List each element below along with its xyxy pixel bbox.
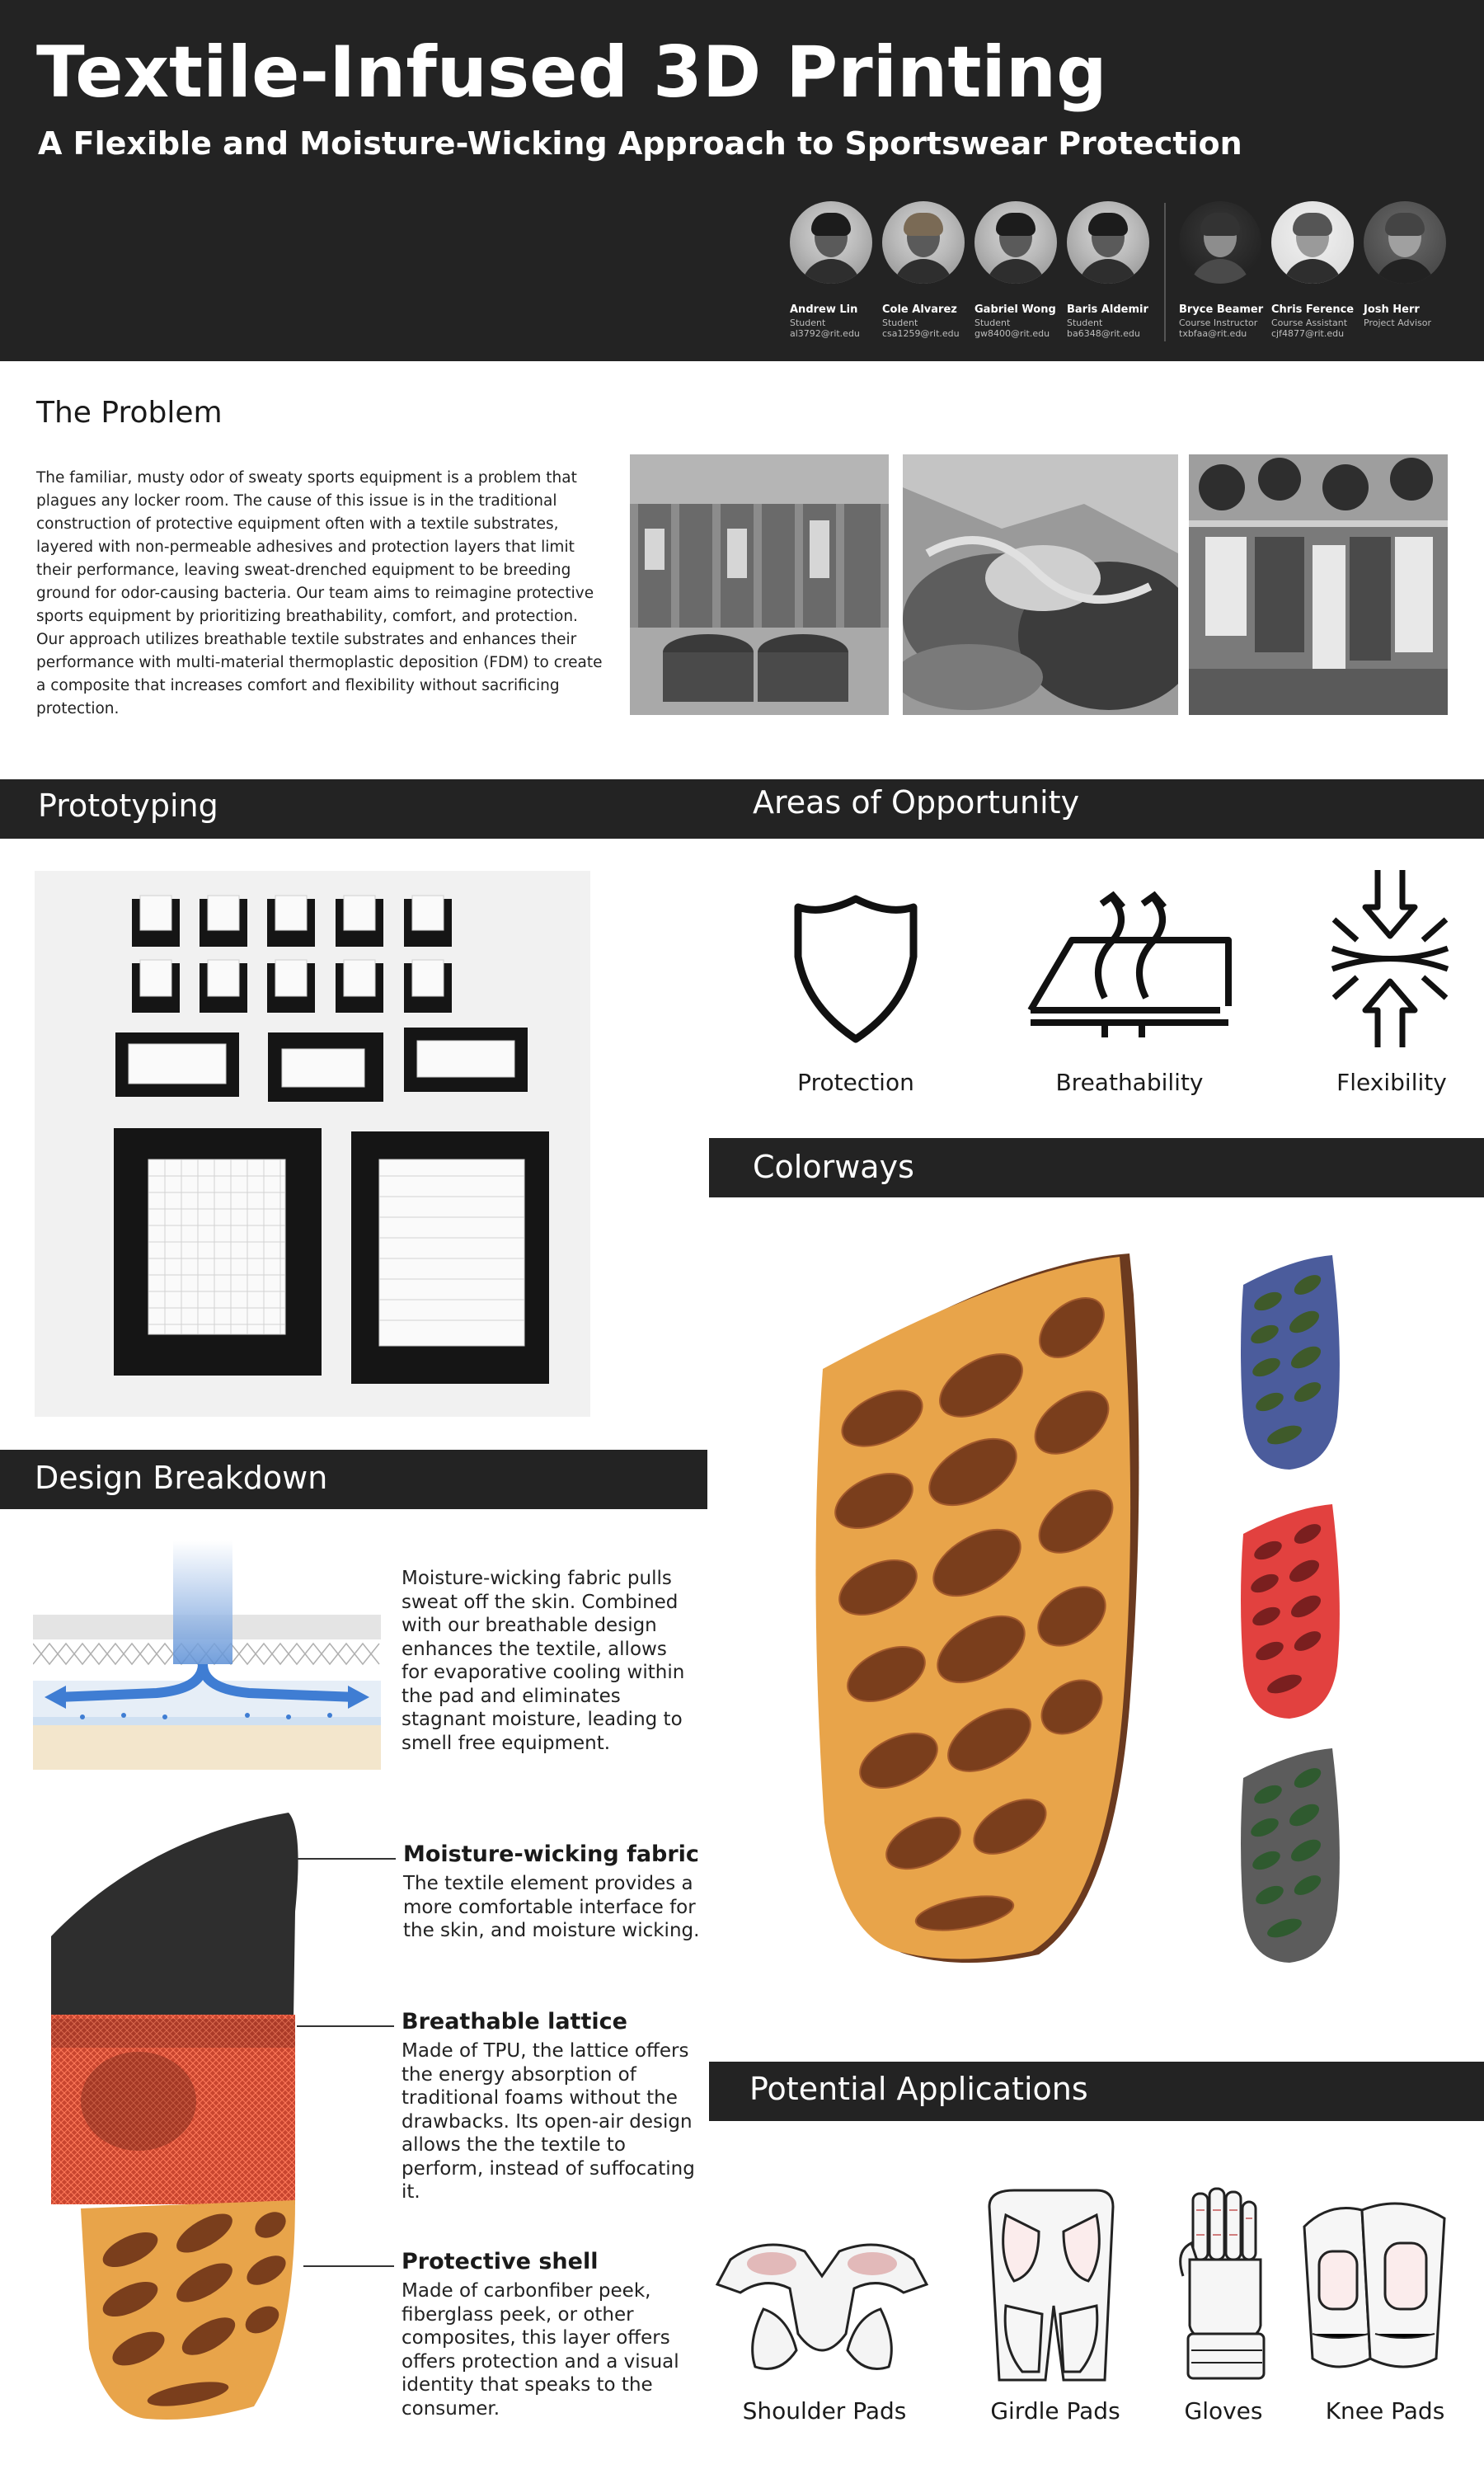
shin-guard-exploded-view: [48, 1813, 303, 2423]
avatar: [882, 201, 965, 284]
person-name: Josh Herr: [1364, 303, 1420, 316]
person-role: Course Assistant: [1271, 317, 1348, 328]
person-role: Course Instructor: [1179, 317, 1258, 328]
person-card: [790, 201, 881, 339]
breathability-icon: [1022, 891, 1237, 1047]
avatar: [1179, 201, 1261, 284]
locker-clothes-photo: [1189, 454, 1448, 715]
application-label: Girdle Pads: [990, 2397, 1120, 2425]
people-divider: [1164, 203, 1166, 341]
callout-title: Breathable lattice: [402, 2009, 627, 2034]
problem-paragraph: The familiar, musty odor of sweaty sports equipment is a problem that plagues any locker room. The cause of this issue is in the traditional construction of protective equipment often with a textile substrates, layered with non-permeable adhesives and protection layers that limit their performance, leaving sweat-drenched equipment to be breeding ground for odor-causing bacteria. Our team aims to reimagine protective sports equipment by prioritizing breathability, comfort, and protection. Our approach utilizes breathable textile substrates and enhances their performance with multi-material thermoplastic deposition (FDM) to create a composite that increases comfort and flexibility without sacrificing protection.: [36, 469, 603, 717]
shin-guard-blue: [1235, 1252, 1347, 1475]
person-role: Student: [1067, 317, 1103, 328]
poster-subtitle: A Flexible and Moisture-Wicking Approach to Sportswear Protection: [38, 125, 1242, 162]
callout-leader: [297, 2025, 394, 2027]
person-email: cjf4877@rit.edu: [1271, 328, 1345, 339]
callout-text: The textile element provides a more comfortable interface for the skin, and moisture wicking.: [403, 1873, 700, 1941]
prototyping-heading: Prototyping: [38, 788, 218, 824]
person-role: Project Advisor: [1364, 317, 1431, 328]
colorways-heading: Colorways: [753, 1149, 914, 1185]
knee-pads-icon: [1296, 2194, 1453, 2383]
callout-title: Moisture-wicking fabric: [403, 1841, 699, 1867]
callout-leader: [297, 1858, 396, 1860]
person-email: al3792@rit.edu: [790, 328, 860, 339]
applications-heading: Potential Applications: [749, 2071, 1088, 2107]
callout-text: Made of TPU, the lattice offers the energy absorption of traditional foams without the drawbacks. Its open-air design allows the the textile to perform, instead of suffocating it.: [402, 2040, 695, 2203]
section-band: [0, 779, 1484, 839]
person-card: [974, 201, 1065, 339]
person-card: [1179, 201, 1270, 339]
opportunity-label: Protection: [797, 1069, 914, 1096]
application-label: Knee Pads: [1325, 2397, 1445, 2425]
person-card: [1364, 201, 1454, 328]
problem-heading: The Problem: [36, 396, 223, 430]
shin-guard-red: [1235, 1501, 1347, 1724]
person-role: Student: [974, 317, 1011, 328]
opportunity-label: Breathability: [1055, 1069, 1204, 1096]
girdle-pads-icon: [981, 2182, 1121, 2388]
person-role: Student: [882, 317, 918, 328]
person-name: Cole Alvarez: [882, 303, 957, 316]
areas-heading: Areas of Opportunity: [753, 784, 1080, 821]
person-email: txbfaa@rit.edu: [1179, 328, 1247, 339]
callout-title: Protective shell: [402, 2249, 599, 2274]
flexibility-icon: [1324, 870, 1456, 1051]
avatar: [1067, 201, 1149, 284]
shin-guard-gray: [1235, 1745, 1347, 1968]
shield-icon: [790, 891, 922, 1047]
locker-room-photo: [630, 454, 889, 715]
shin-guard-orange: [800, 1245, 1146, 1971]
person-name: Bryce Beamer: [1179, 303, 1264, 316]
moisture-diagram: [33, 1540, 381, 1770]
prototype-samples-photo: [35, 871, 590, 1417]
person-name: Baris Aldemir: [1067, 303, 1148, 316]
person-card: [882, 201, 973, 339]
opportunity-label: Flexibility: [1336, 1069, 1447, 1096]
sports-gear-photo: [903, 454, 1178, 715]
person-name: Chris Ference: [1271, 303, 1355, 316]
person-email: csa1259@rit.edu: [882, 328, 960, 339]
application-label: Shoulder Pads: [742, 2397, 907, 2425]
person-role: Student: [790, 317, 826, 328]
application-label: Gloves: [1184, 2397, 1263, 2425]
avatar: [790, 201, 872, 284]
callout-leader: [303, 2265, 394, 2267]
callout-text: Made of carbonfiber peek, fiberglass peek, or other composites, this layer offers offers protection and a visual identity that speaks to the consumer.: [402, 2280, 679, 2420]
person-card: [1271, 201, 1362, 339]
gloves-icon: [1175, 2185, 1274, 2383]
person-email: gw8400@rit.edu: [974, 328, 1050, 339]
person-name: Gabriel Wong: [974, 303, 1056, 316]
shoulder-pads-icon: [714, 2227, 930, 2383]
poster-title: Textile-Infused 3D Printing: [36, 31, 1107, 114]
design-heading: Design Breakdown: [35, 1460, 328, 1496]
avatar: [1364, 201, 1446, 284]
person-card: [1067, 201, 1158, 339]
person-name: Andrew Lin: [790, 303, 858, 316]
avatar: [974, 201, 1057, 284]
design-intro-text: Moisture-wicking fabric pulls sweat off the skin. Combined with our breathable design enhances the textile, allows for evaporative cooling within the pad and eliminates stagnant moisture, leading to smell free equipment.: [402, 1568, 685, 1754]
person-email: ba6348@rit.edu: [1067, 328, 1140, 339]
avatar: [1271, 201, 1354, 284]
